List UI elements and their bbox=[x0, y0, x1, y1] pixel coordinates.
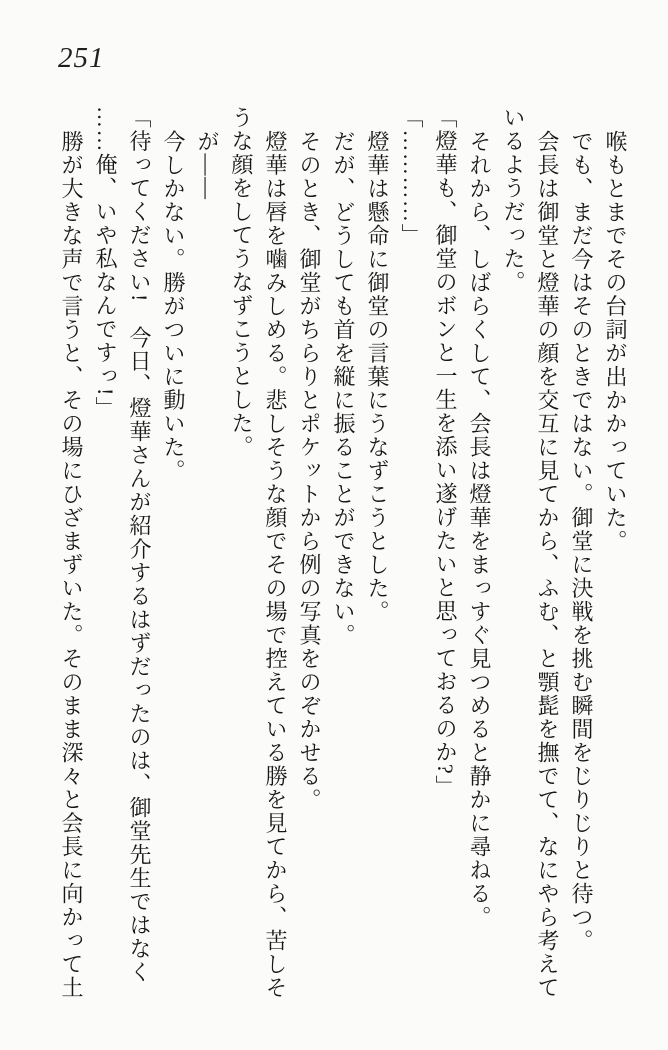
text-line: でも、まだ今はそのときではない。御堂に決戦を挑む瞬間をじりじりと待つ。 bbox=[569, 129, 594, 952]
text-line: いるようだった。 bbox=[501, 106, 526, 294]
text-line: 燈華は懸命に御堂の言葉にうなずこうとした。 bbox=[365, 129, 390, 623]
text-line: うな顔をしてうなずこうとした。 bbox=[229, 106, 254, 459]
text-line: 「燈華も、御堂のボンと一生を添い遂げたいと思っておるのか?」 bbox=[433, 106, 458, 799]
text-line: だが、どうしても首を縦に振ることができない。 bbox=[331, 129, 356, 647]
text-line: それから、しばらくして、会長は燈華をまっすぐ見つめると静かに尋ねる。 bbox=[467, 129, 492, 929]
text-line: 「待ってください! 今日、燈華さんが紹介するはずだったのは、御堂先生ではなく bbox=[127, 106, 152, 985]
main-text-block bbox=[54, 106, 632, 998]
text-line: 喉もとまでその台詞が出かかっていた。 bbox=[603, 129, 628, 553]
text-line: 燈華は唇を噛みしめる。悲しそうな顔でその場で控えている勝を見てから、苦しそ bbox=[263, 129, 288, 999]
text-line: 勝が大きな声で言うと、その場にひざまずいた。そのまま深々と会長に向かって土 bbox=[59, 129, 84, 999]
text-line: 今しかない。勝がついに動いた。 bbox=[161, 129, 186, 482]
text-line: そのとき、御堂がちらりとポケットから例の写真をのぞかせる。 bbox=[297, 129, 322, 811]
text-line: 会長は御堂と燈華の顔を交互に見てから、ふむ、と顎髭を撫でて、なにやら考えて bbox=[535, 129, 560, 999]
text-line: ……俺、いや私なんですっ!」 bbox=[93, 106, 118, 421]
text-line: 「…………」 bbox=[399, 106, 424, 247]
text-line: が―― bbox=[195, 129, 220, 200]
page-number: 251 bbox=[58, 42, 105, 74]
